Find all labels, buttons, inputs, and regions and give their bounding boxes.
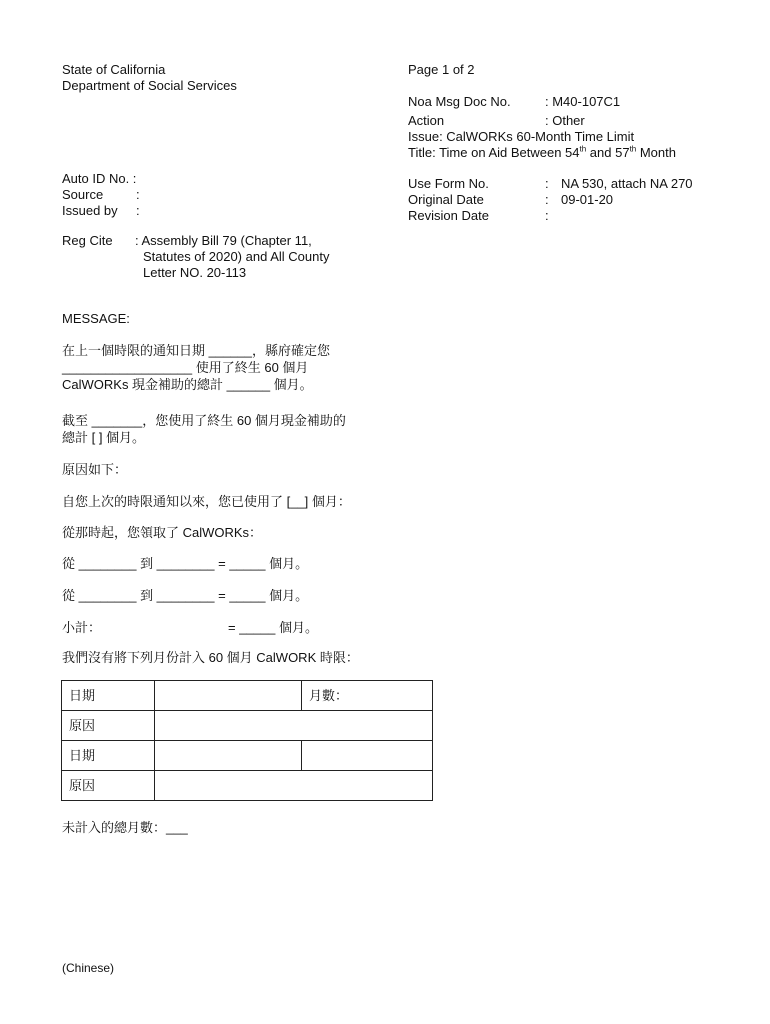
since-last-notice: 自您上次的時限通知以來，您已使用了 [__] 個月： <box>62 494 351 509</box>
noa-msg-row <box>408 94 728 110</box>
subtotal-label: 小計： <box>62 620 102 635</box>
p1-line-3: CalWORKs 現金補助的總計 ______ 個月。 <box>62 377 313 392</box>
action-row <box>408 113 728 129</box>
title-suffix: Month <box>636 145 676 160</box>
table-row <box>62 681 433 711</box>
agency-line-2: Department of Social Services <box>62 78 237 93</box>
range-row-1: 從 ________ 到 ________ = _____ 個月。 <box>62 556 309 571</box>
date-label-1: 日期 <box>62 681 155 711</box>
use-form-value: NA 530, attach NA 270 <box>561 176 693 191</box>
excluded-months-table <box>61 680 433 801</box>
page-number: Page 1 of 2 <box>408 62 475 77</box>
language-footer: (Chinese) <box>62 961 115 975</box>
reason-label-2: 原因 <box>62 771 155 801</box>
title-sup-2: th <box>629 144 637 154</box>
reason-label-1: 原因 <box>62 711 155 741</box>
months-label: 月數： <box>302 681 433 711</box>
reason-value-1 <box>155 711 433 741</box>
source-colon: : <box>136 187 140 202</box>
message-paragraph-2 <box>62 413 346 447</box>
date-label-2: 日期 <box>62 741 155 771</box>
reg-cite-line-3: Letter NO. 20-113 <box>143 265 247 280</box>
reason-heading: 原因如下： <box>62 462 128 477</box>
original-date-row <box>408 192 728 208</box>
p2-line-1: 截至 _______，您使用了終生 60 個月現金補助的 <box>62 413 346 428</box>
date-value-1 <box>155 681 302 711</box>
since-then: 從那時起，您領取了 CalWORKs： <box>62 525 263 540</box>
reason-value-2 <box>155 771 433 801</box>
revision-date-label: Revision Date <box>408 208 489 223</box>
agency-line-1: State of California <box>62 62 166 77</box>
source-row <box>62 187 162 203</box>
date-value-2 <box>155 741 302 771</box>
range-row-2: 從 ________ 到 ________ = _____ 個月。 <box>62 588 309 603</box>
use-form-label: Use Form No. <box>408 176 489 191</box>
revision-date-row <box>408 208 728 224</box>
original-date-colon: : <box>545 192 549 207</box>
message-paragraph-1 <box>62 343 330 394</box>
noa-label: Noa Msg Doc No. <box>408 94 511 109</box>
issue-line: Issue: CalWORKs 60-Month Time Limit <box>408 129 635 144</box>
issued-colon: : <box>136 203 140 218</box>
not-counted-heading: 我們沒有將下列月份計入 60 個月 CalWORK 時限： <box>62 650 359 665</box>
original-date-label: Original Date <box>408 192 484 207</box>
title-line <box>408 145 676 161</box>
issued-row <box>62 203 162 219</box>
total-not-counted-blank: ___ <box>166 820 188 835</box>
table-row <box>62 771 433 801</box>
source-label: Source <box>62 187 104 202</box>
title-prefix: Title: Time on Aid Between 54 <box>408 145 580 160</box>
original-date-value: 09-01-20 <box>561 192 614 207</box>
use-form-row <box>408 176 728 192</box>
p1-line-2: __________________ 使用了終生 60 個月 <box>62 360 309 375</box>
table-row <box>62 741 433 771</box>
revision-date-colon: : <box>545 208 549 223</box>
noa-value: : M40-107C1 <box>545 94 621 109</box>
title-sup-1: th <box>579 144 587 154</box>
action-label: Action <box>408 113 445 128</box>
table-row <box>62 711 433 741</box>
total-not-counted <box>62 820 188 836</box>
title-mid: and 57 <box>586 145 630 160</box>
p2-line-2: 總計 [ ] 個月。 <box>62 430 146 445</box>
reg-cite-label: Reg Cite <box>62 233 113 248</box>
p1-line-1: 在上一個時限的通知日期 ______，縣府確定您 <box>62 343 330 358</box>
message-heading: MESSAGE: <box>62 311 130 326</box>
months-value-2 <box>302 741 433 771</box>
reg-cite-line-2: Statutes of 2020) and All County <box>143 249 330 264</box>
use-form-colon: : <box>545 176 549 191</box>
total-not-counted-label: 未計入的總月數： <box>62 820 167 835</box>
subtotal-value: = _____ 個月。 <box>228 620 318 635</box>
issued-label: Issued by <box>62 203 118 218</box>
reg-cite-line-1: : Assembly Bill 79 (Chapter 11, <box>135 233 312 248</box>
action-value: : Other <box>545 113 585 128</box>
auto-id-label: Auto ID No. : <box>62 171 137 186</box>
